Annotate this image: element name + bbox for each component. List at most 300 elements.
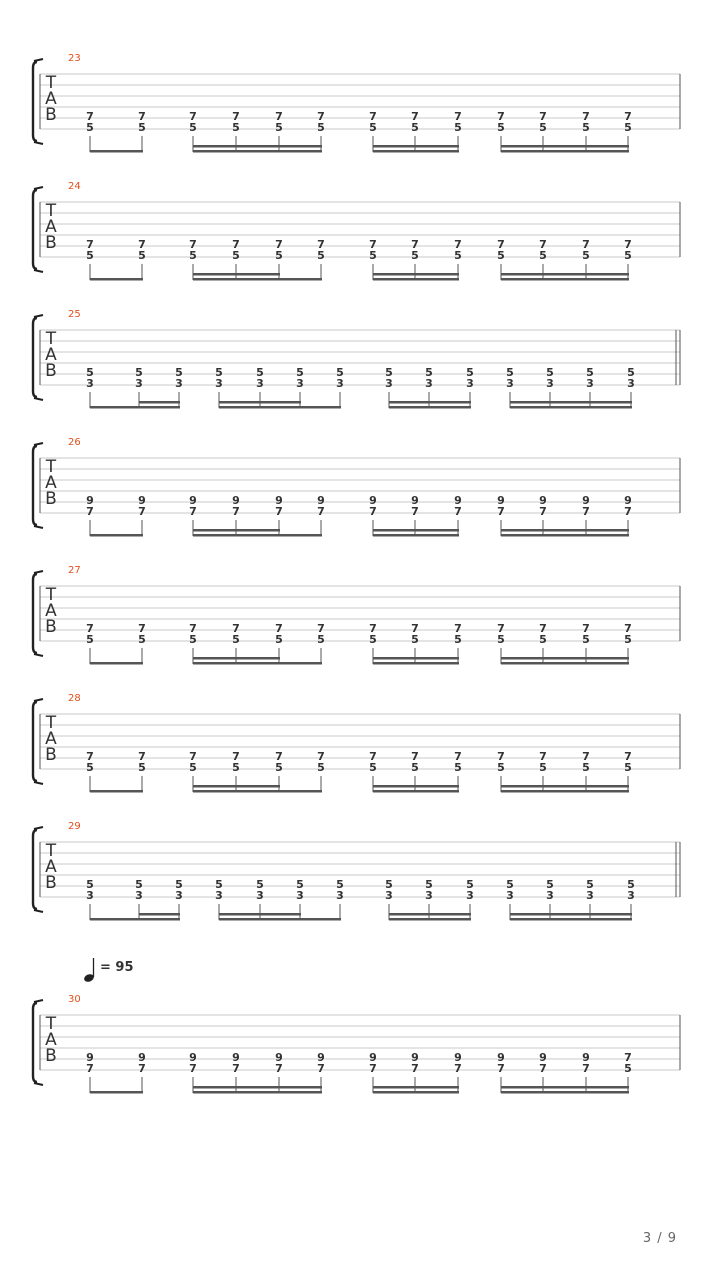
fret-number-lower: 7 [369, 505, 377, 518]
tab-clef-letter: B [45, 745, 57, 765]
measure-number: 25 [68, 309, 81, 320]
fret-number-upper: 7 [624, 110, 632, 123]
beam-secondary [373, 657, 459, 660]
beam-secondary [193, 145, 322, 148]
fret-number-lower: 5 [454, 121, 462, 134]
beam-primary [219, 918, 341, 921]
tab-clef-letter: A [45, 89, 57, 109]
fret-number-upper: 7 [369, 110, 377, 123]
fret-number-lower: 5 [275, 633, 283, 646]
beam-secondary [219, 913, 301, 916]
bracket-hook-top [34, 443, 43, 445]
fret-number-lower: 3 [425, 889, 433, 902]
fret-number-lower: 3 [546, 889, 554, 902]
beam-secondary [510, 913, 632, 916]
fret-number-lower: 5 [275, 249, 283, 262]
fret-number-upper: 7 [411, 622, 419, 635]
tab-clef-letter: T [45, 585, 57, 605]
fret-number-lower: 5 [539, 249, 547, 262]
tab-clef-letter: A [45, 729, 57, 749]
beam-secondary [139, 913, 180, 916]
fret-number-lower: 5 [411, 249, 419, 262]
fret-number-lower: 7 [454, 505, 462, 518]
fret-number-lower: 7 [369, 1062, 377, 1075]
fret-number-upper: 9 [138, 1051, 146, 1064]
fret-number-lower: 7 [624, 505, 632, 518]
fret-number-upper: 9 [317, 1051, 325, 1064]
tab-clef-letter: A [45, 345, 57, 365]
fret-number-lower: 3 [466, 889, 474, 902]
fret-number-lower: 7 [275, 1062, 283, 1075]
fret-number-upper: 7 [369, 238, 377, 251]
beam-secondary [373, 273, 459, 276]
fret-number-lower: 7 [497, 505, 505, 518]
fret-number-lower: 7 [582, 1062, 590, 1075]
beam-secondary [219, 401, 301, 404]
fret-number-upper: 9 [317, 494, 325, 507]
fret-number-upper: 5 [256, 878, 264, 891]
system-bracket [33, 446, 37, 525]
tab-clef-letter: A [45, 1030, 57, 1050]
fret-number-upper: 7 [189, 238, 197, 251]
fret-number-upper: 7 [317, 110, 325, 123]
beam-primary [193, 790, 322, 793]
fret-number-upper: 5 [215, 366, 223, 379]
fret-number-lower: 3 [586, 377, 594, 390]
fret-number-upper: 5 [385, 878, 393, 891]
fret-number-upper: 7 [624, 238, 632, 251]
beam-secondary [193, 273, 280, 276]
fret-number-lower: 7 [411, 505, 419, 518]
bracket-hook-top [34, 1000, 43, 1002]
fret-number-lower: 5 [497, 249, 505, 262]
fret-number-upper: 5 [586, 878, 594, 891]
beam-secondary [501, 785, 629, 788]
fret-number-lower: 3 [385, 889, 393, 902]
fret-number-lower: 7 [317, 505, 325, 518]
fret-number-lower: 7 [138, 505, 146, 518]
fret-number-lower: 3 [336, 377, 344, 390]
bracket-hook-bottom [34, 782, 43, 784]
fret-number-lower: 5 [539, 121, 547, 134]
fret-number-upper: 7 [138, 110, 146, 123]
tab-clef-letter: T [45, 73, 57, 93]
fret-number-upper: 7 [497, 622, 505, 635]
system-bracket [33, 190, 37, 269]
fret-number-lower: 5 [232, 633, 240, 646]
beam-primary [90, 406, 180, 409]
bracket-hook-bottom [34, 654, 43, 656]
fret-number-lower: 5 [454, 761, 462, 774]
system-bracket [33, 1003, 37, 1082]
fret-number-lower: 5 [582, 633, 590, 646]
fret-number-upper: 7 [582, 238, 590, 251]
fret-number-lower: 3 [586, 889, 594, 902]
fret-number-upper: 7 [317, 238, 325, 251]
fret-number-upper: 7 [317, 750, 325, 763]
system-bracket [33, 62, 37, 141]
fret-number-lower: 3 [627, 377, 635, 390]
fret-number-lower: 3 [215, 889, 223, 902]
beam-primary [501, 662, 629, 665]
tab-clef-letter: B [45, 233, 57, 253]
beam-secondary [501, 273, 629, 276]
fret-number-upper: 7 [624, 1051, 632, 1064]
beam-primary [90, 278, 143, 281]
fret-number-upper: 9 [232, 494, 240, 507]
fret-number-lower: 3 [336, 889, 344, 902]
fret-number-lower: 5 [624, 761, 632, 774]
fret-number-upper: 9 [497, 494, 505, 507]
fret-number-lower: 5 [369, 761, 377, 774]
beam-secondary [501, 1086, 629, 1089]
tab-clef-letter: T [45, 1014, 57, 1034]
tab-clef-letter: A [45, 217, 57, 237]
fret-number-upper: 7 [189, 750, 197, 763]
fret-number-lower: 7 [539, 1062, 547, 1075]
beam-primary [219, 406, 341, 409]
fret-number-upper: 7 [232, 238, 240, 251]
fret-number-lower: 5 [624, 121, 632, 134]
measure-number: 27 [68, 565, 81, 576]
fret-number-lower: 5 [232, 121, 240, 134]
fret-number-upper: 7 [497, 110, 505, 123]
fret-number-lower: 3 [256, 377, 264, 390]
fret-number-upper: 5 [546, 366, 554, 379]
fret-number-upper: 5 [425, 878, 433, 891]
fret-number-lower: 7 [454, 1062, 462, 1075]
fret-number-lower: 5 [232, 249, 240, 262]
fret-number-upper: 7 [497, 750, 505, 763]
fret-number-upper: 5 [627, 878, 635, 891]
fret-number-upper: 9 [582, 1051, 590, 1064]
tab-clef-letter: T [45, 329, 57, 349]
fret-number-lower: 3 [296, 377, 304, 390]
fret-number-upper: 7 [539, 238, 547, 251]
tab-clef-letter: T [45, 457, 57, 477]
fret-number-upper: 7 [454, 238, 462, 251]
fret-number-lower: 5 [86, 633, 94, 646]
fret-number-lower: 5 [624, 1062, 632, 1075]
beam-primary [501, 790, 629, 793]
fret-number-lower: 5 [369, 249, 377, 262]
fret-number-upper: 7 [582, 110, 590, 123]
fret-number-upper: 9 [624, 494, 632, 507]
fret-number-lower: 5 [369, 121, 377, 134]
fret-number-lower: 5 [539, 761, 547, 774]
beam-primary [373, 150, 459, 153]
beam-secondary [501, 529, 629, 532]
beam-secondary [501, 145, 629, 148]
fret-number-upper: 9 [232, 1051, 240, 1064]
tab-clef-letter: B [45, 873, 57, 893]
beam-primary [193, 150, 322, 153]
measure-number: 23 [68, 53, 81, 64]
beam-primary [373, 790, 459, 793]
fret-number-lower: 5 [86, 761, 94, 774]
fret-number-upper: 5 [336, 366, 344, 379]
fret-number-lower: 5 [454, 633, 462, 646]
tab-clef-letter: T [45, 201, 57, 221]
fret-number-lower: 5 [138, 249, 146, 262]
fret-number-upper: 9 [275, 1051, 283, 1064]
fret-number-upper: 7 [454, 110, 462, 123]
fret-number-upper: 7 [189, 110, 197, 123]
beam-secondary [501, 657, 629, 660]
beam-primary [373, 534, 459, 537]
beam-secondary [510, 401, 632, 404]
tab-clef-letter: B [45, 1046, 57, 1066]
fret-number-upper: 7 [232, 750, 240, 763]
fret-number-lower: 5 [138, 761, 146, 774]
fret-number-lower: 3 [135, 889, 143, 902]
fret-number-upper: 7 [317, 622, 325, 635]
fret-number-upper: 9 [86, 494, 94, 507]
bracket-hook-top [34, 827, 43, 829]
beam-primary [193, 278, 322, 281]
fret-number-lower: 7 [86, 1062, 94, 1075]
beam-primary [501, 278, 629, 281]
tab-clef-letter: B [45, 105, 57, 125]
fret-number-upper: 7 [86, 622, 94, 635]
bracket-hook-bottom [34, 270, 43, 272]
fret-number-lower: 5 [138, 633, 146, 646]
fret-number-upper: 9 [454, 1051, 462, 1064]
fret-number-upper: 5 [86, 878, 94, 891]
tab-clef-letter: B [45, 617, 57, 637]
tab-clef-letter: B [45, 361, 57, 381]
beam-primary [510, 918, 632, 921]
fret-number-lower: 5 [189, 249, 197, 262]
fret-number-lower: 5 [411, 633, 419, 646]
fret-number-upper: 5 [546, 878, 554, 891]
fret-number-lower: 3 [425, 377, 433, 390]
fret-number-upper: 7 [275, 750, 283, 763]
fret-number-lower: 5 [275, 121, 283, 134]
fret-number-lower: 7 [232, 505, 240, 518]
beam-secondary [373, 529, 459, 532]
beam-primary [193, 534, 322, 537]
fret-number-upper: 7 [232, 110, 240, 123]
beam-primary [193, 1091, 322, 1094]
beam-secondary [193, 1086, 322, 1089]
beam-primary [90, 1091, 143, 1094]
fret-number-upper: 7 [86, 238, 94, 251]
measure-number: 28 [68, 693, 81, 704]
fret-number-upper: 9 [539, 1051, 547, 1064]
fret-number-lower: 3 [627, 889, 635, 902]
bracket-hook-top [34, 59, 43, 61]
fret-number-upper: 5 [175, 366, 183, 379]
fret-number-lower: 3 [546, 377, 554, 390]
fret-number-upper: 9 [497, 1051, 505, 1064]
beam-primary [373, 1091, 459, 1094]
beam-primary [90, 662, 143, 665]
beam-primary [501, 150, 629, 153]
beam-primary [501, 534, 629, 537]
fret-number-upper: 7 [497, 238, 505, 251]
fret-number-lower: 5 [582, 121, 590, 134]
beam-primary [501, 1091, 629, 1094]
tab-clef-letter: A [45, 473, 57, 493]
beam-secondary [193, 785, 280, 788]
fret-number-upper: 7 [411, 238, 419, 251]
fret-number-lower: 5 [86, 121, 94, 134]
fret-number-upper: 7 [411, 750, 419, 763]
fret-number-lower: 5 [317, 249, 325, 262]
tab-clef-letter: T [45, 841, 57, 861]
fret-number-lower: 5 [497, 121, 505, 134]
fret-number-upper: 7 [582, 750, 590, 763]
fret-number-lower: 7 [232, 1062, 240, 1075]
fret-number-upper: 7 [539, 110, 547, 123]
fret-number-lower: 3 [466, 377, 474, 390]
fret-number-lower: 5 [411, 121, 419, 134]
fret-number-upper: 5 [336, 878, 344, 891]
fret-number-upper: 9 [539, 494, 547, 507]
bracket-hook-bottom [34, 142, 43, 144]
fret-number-lower: 3 [256, 889, 264, 902]
beam-secondary [389, 913, 471, 916]
fret-number-lower: 5 [624, 249, 632, 262]
fret-number-lower: 5 [624, 633, 632, 646]
fret-number-upper: 7 [369, 622, 377, 635]
beam-secondary [193, 529, 280, 532]
bracket-hook-bottom [34, 910, 43, 912]
fret-number-upper: 9 [411, 494, 419, 507]
system-bracket [33, 702, 37, 781]
fret-number-upper: 9 [369, 1051, 377, 1064]
beam-primary [373, 278, 459, 281]
fret-number-upper: 7 [275, 110, 283, 123]
fret-number-lower: 7 [275, 505, 283, 518]
fret-number-upper: 7 [232, 622, 240, 635]
fret-number-lower: 5 [411, 761, 419, 774]
fret-number-lower: 7 [411, 1062, 419, 1075]
fret-number-upper: 7 [86, 110, 94, 123]
fret-number-upper: 5 [506, 366, 514, 379]
fret-number-lower: 5 [189, 761, 197, 774]
bracket-hook-bottom [34, 526, 43, 528]
beam-secondary [373, 785, 459, 788]
beam-primary [90, 918, 180, 921]
fret-number-upper: 7 [138, 238, 146, 251]
fret-number-lower: 3 [135, 377, 143, 390]
bracket-hook-bottom [34, 398, 43, 400]
fret-number-lower: 5 [275, 761, 283, 774]
system-bracket [33, 574, 37, 653]
fret-number-upper: 7 [275, 622, 283, 635]
bracket-hook-top [34, 699, 43, 701]
fret-number-upper: 5 [586, 366, 594, 379]
fret-number-upper: 7 [624, 750, 632, 763]
fret-number-lower: 5 [497, 633, 505, 646]
tab-clef-letter: T [45, 713, 57, 733]
beam-primary [510, 406, 632, 409]
bracket-hook-top [34, 571, 43, 573]
fret-number-lower: 5 [189, 633, 197, 646]
fret-number-upper: 5 [506, 878, 514, 891]
fret-number-upper: 5 [627, 366, 635, 379]
fret-number-upper: 7 [275, 238, 283, 251]
fret-number-lower: 3 [86, 889, 94, 902]
page-indicator: 3 / 9 [642, 1231, 677, 1246]
fret-number-upper: 9 [454, 494, 462, 507]
fret-number-lower: 5 [582, 761, 590, 774]
fret-number-upper: 9 [189, 494, 197, 507]
fret-number-lower: 5 [497, 761, 505, 774]
fret-number-lower: 7 [497, 1062, 505, 1075]
beam-primary [373, 662, 459, 665]
fret-number-lower: 5 [317, 121, 325, 134]
fret-number-upper: 5 [296, 366, 304, 379]
fret-number-lower: 7 [138, 1062, 146, 1075]
fret-number-upper: 7 [138, 750, 146, 763]
beam-primary [389, 406, 471, 409]
fret-number-lower: 7 [189, 1062, 197, 1075]
measure-number: 24 [68, 181, 81, 192]
fret-number-upper: 5 [296, 878, 304, 891]
fret-number-lower: 3 [506, 377, 514, 390]
fret-number-upper: 5 [86, 366, 94, 379]
beam-secondary [193, 657, 280, 660]
fret-number-upper: 7 [582, 622, 590, 635]
measure-number: 26 [68, 437, 81, 448]
fret-number-upper: 5 [466, 366, 474, 379]
fret-number-lower: 5 [454, 249, 462, 262]
fret-number-upper: 5 [175, 878, 183, 891]
bracket-hook-top [34, 187, 43, 189]
fret-number-upper: 9 [582, 494, 590, 507]
tab-clef-letter: A [45, 601, 57, 621]
tab-clef-letter: B [45, 489, 57, 509]
fret-number-lower: 5 [189, 121, 197, 134]
fret-number-upper: 5 [135, 366, 143, 379]
fret-number-upper: 7 [411, 110, 419, 123]
fret-number-upper: 5 [385, 366, 393, 379]
fret-number-upper: 7 [369, 750, 377, 763]
fret-number-upper: 5 [215, 878, 223, 891]
fret-number-lower: 3 [215, 377, 223, 390]
beam-secondary [139, 401, 180, 404]
fret-number-upper: 9 [369, 494, 377, 507]
fret-number-upper: 7 [86, 750, 94, 763]
fret-number-upper: 7 [189, 622, 197, 635]
fret-number-lower: 5 [369, 633, 377, 646]
fret-number-upper: 5 [425, 366, 433, 379]
beam-primary [90, 790, 143, 793]
fret-number-lower: 5 [539, 633, 547, 646]
beam-primary [90, 534, 143, 537]
beam-secondary [373, 1086, 459, 1089]
fret-number-upper: 9 [189, 1051, 197, 1064]
fret-number-lower: 3 [506, 889, 514, 902]
fret-number-lower: 7 [539, 505, 547, 518]
fret-number-lower: 5 [582, 249, 590, 262]
tab-clef-letter: A [45, 857, 57, 877]
bracket-hook-bottom [34, 1083, 43, 1085]
beam-primary [90, 150, 143, 153]
fret-number-upper: 9 [411, 1051, 419, 1064]
fret-number-lower: 5 [138, 121, 146, 134]
fret-number-lower: 7 [189, 505, 197, 518]
system-bracket [33, 318, 37, 397]
fret-number-lower: 3 [296, 889, 304, 902]
fret-number-upper: 5 [135, 878, 143, 891]
fret-number-upper: 9 [86, 1051, 94, 1064]
fret-number-lower: 3 [175, 377, 183, 390]
fret-number-lower: 5 [232, 761, 240, 774]
